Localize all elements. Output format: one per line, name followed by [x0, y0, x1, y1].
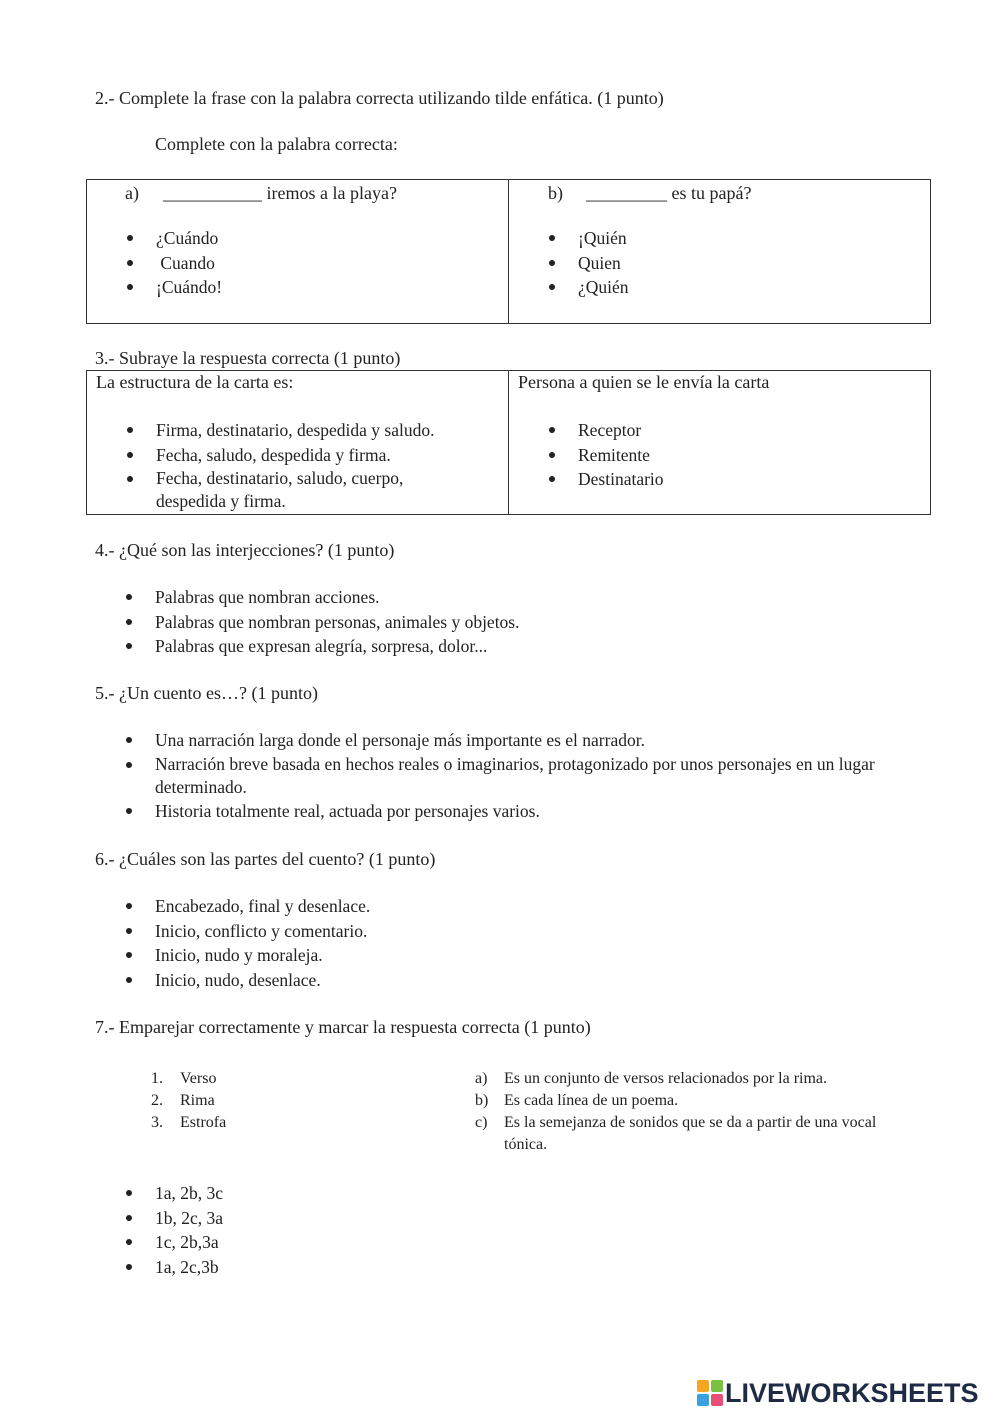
list-item[interactable]: Historia totalmente real, actuada por personajes varios.: [86, 799, 926, 824]
q6-title: 6.- ¿Cuáles son las partes del cuento? (1 punto): [95, 849, 436, 869]
list-item[interactable]: Fecha, saludo, despedida y firma.: [87, 443, 502, 468]
q4-options: [86, 585, 916, 659]
q2-right-prompt: b) _________ es tu papá?: [548, 183, 752, 203]
list-item[interactable]: Firma, destinatario, despedida y saludo.: [87, 418, 502, 443]
q4-title: 4.- ¿Qué son las interjecciones? (1 punto): [95, 540, 395, 560]
list-item: a) Es un conjunto de versos relacionados por la rima.: [475, 1070, 828, 1087]
list-item[interactable]: Destinatario: [509, 467, 929, 492]
list-item[interactable]: 1a, 2c,3b: [86, 1255, 686, 1280]
q2-left-prompt: a) ___________ iremos a la playa?: [125, 183, 397, 203]
list-item[interactable]: Palabras que expresan alegría, sorpresa, dolor...: [86, 634, 916, 659]
q5-title: 5.- ¿Un cuento es…? (1 punto): [95, 683, 318, 703]
list-item: 2. Rima: [151, 1092, 215, 1109]
q2-title: 2.- Complete la frase con la palabra correcta utilizando tilde enfática. (1 punto): [95, 88, 664, 108]
logo-square: [711, 1380, 723, 1392]
list-item[interactable]: 1a, 2b, 3c: [86, 1181, 686, 1206]
list-item[interactable]: Palabras que nombran acciones.: [86, 585, 916, 610]
q7-terms: [151, 1068, 226, 1134]
list-item[interactable]: ¿Quién: [509, 275, 929, 300]
list-item[interactable]: Receptor: [509, 418, 929, 443]
q7-title: 7.- Emparejar correctamente y marcar la respuesta correcta (1 punto): [95, 1017, 591, 1037]
list-item[interactable]: Una narración larga donde el personaje más importante es el narrador.: [86, 728, 926, 753]
list-item[interactable]: ¡Quién: [509, 226, 929, 251]
list-item[interactable]: Encabezado, final y desenlace.: [86, 894, 916, 919]
list-item[interactable]: 1c, 2b,3a: [86, 1230, 686, 1255]
q3-right-cell: [508, 371, 930, 514]
q5-options: [86, 728, 926, 823]
q2-subtitle: Complete con la palabra correcta:: [155, 134, 398, 154]
q6-options: [86, 894, 916, 992]
q2-left-options: [87, 226, 508, 300]
q2-left-cell: [87, 180, 508, 323]
logo-square: [697, 1394, 709, 1406]
q2-right-options: [509, 226, 929, 300]
list-item[interactable]: Palabras que nombran personas, animales y objetos.: [86, 610, 916, 635]
q3-left-options: [87, 418, 502, 513]
liveworksheets-logo-icon: [697, 1380, 723, 1406]
list-item: b) Es cada línea de un poema.: [475, 1092, 679, 1109]
list-item: c) Es la semejanza de sonidos que se da a partir de una vocal tónica.: [475, 1114, 877, 1153]
list-item[interactable]: Inicio, conflicto y comentario.: [86, 919, 916, 944]
q3-left-heading: La estructura de la carta es:: [96, 372, 294, 392]
list-item: 1. Verso: [151, 1070, 217, 1087]
q2-right-cell: [508, 180, 930, 323]
list-item[interactable]: Inicio, nudo, desenlace.: [86, 968, 916, 993]
liveworksheets-logo: [697, 1378, 979, 1408]
q3-left-cell: [87, 371, 508, 514]
q2-table: [86, 179, 931, 324]
q3-table: [86, 370, 931, 515]
list-item[interactable]: ¿Cuándo: [87, 226, 508, 251]
list-item[interactable]: ¡Cuándo!: [87, 275, 508, 300]
q7-options: [86, 1181, 686, 1279]
logo-text: LIVEWORKSHEETS: [725, 1377, 979, 1408]
logo-square: [697, 1380, 709, 1392]
list-item: 3. Estrofa: [151, 1114, 227, 1131]
logo-square: [711, 1394, 723, 1406]
list-item[interactable]: Cuando: [87, 251, 508, 276]
list-item[interactable]: Inicio, nudo y moraleja.: [86, 943, 916, 968]
list-item[interactable]: Remitente: [509, 443, 929, 468]
list-item[interactable]: Fecha, destinatario, saludo, cuerpo, despedida y firma.: [87, 467, 502, 513]
list-item[interactable]: 1b, 2c, 3a: [86, 1206, 686, 1231]
q3-right-options: [509, 418, 929, 492]
list-item[interactable]: Narración breve basada en hechos reales o imaginarios, protagonizado por unos personajes en un lugar determinado.: [86, 753, 926, 799]
q7-definitions: [475, 1068, 895, 1156]
list-item[interactable]: Quien: [509, 251, 929, 276]
q3-title: 3.- Subraye la respuesta correcta (1 punto): [95, 348, 401, 368]
q3-right-heading: Persona a quien se le envía la carta: [518, 372, 770, 392]
